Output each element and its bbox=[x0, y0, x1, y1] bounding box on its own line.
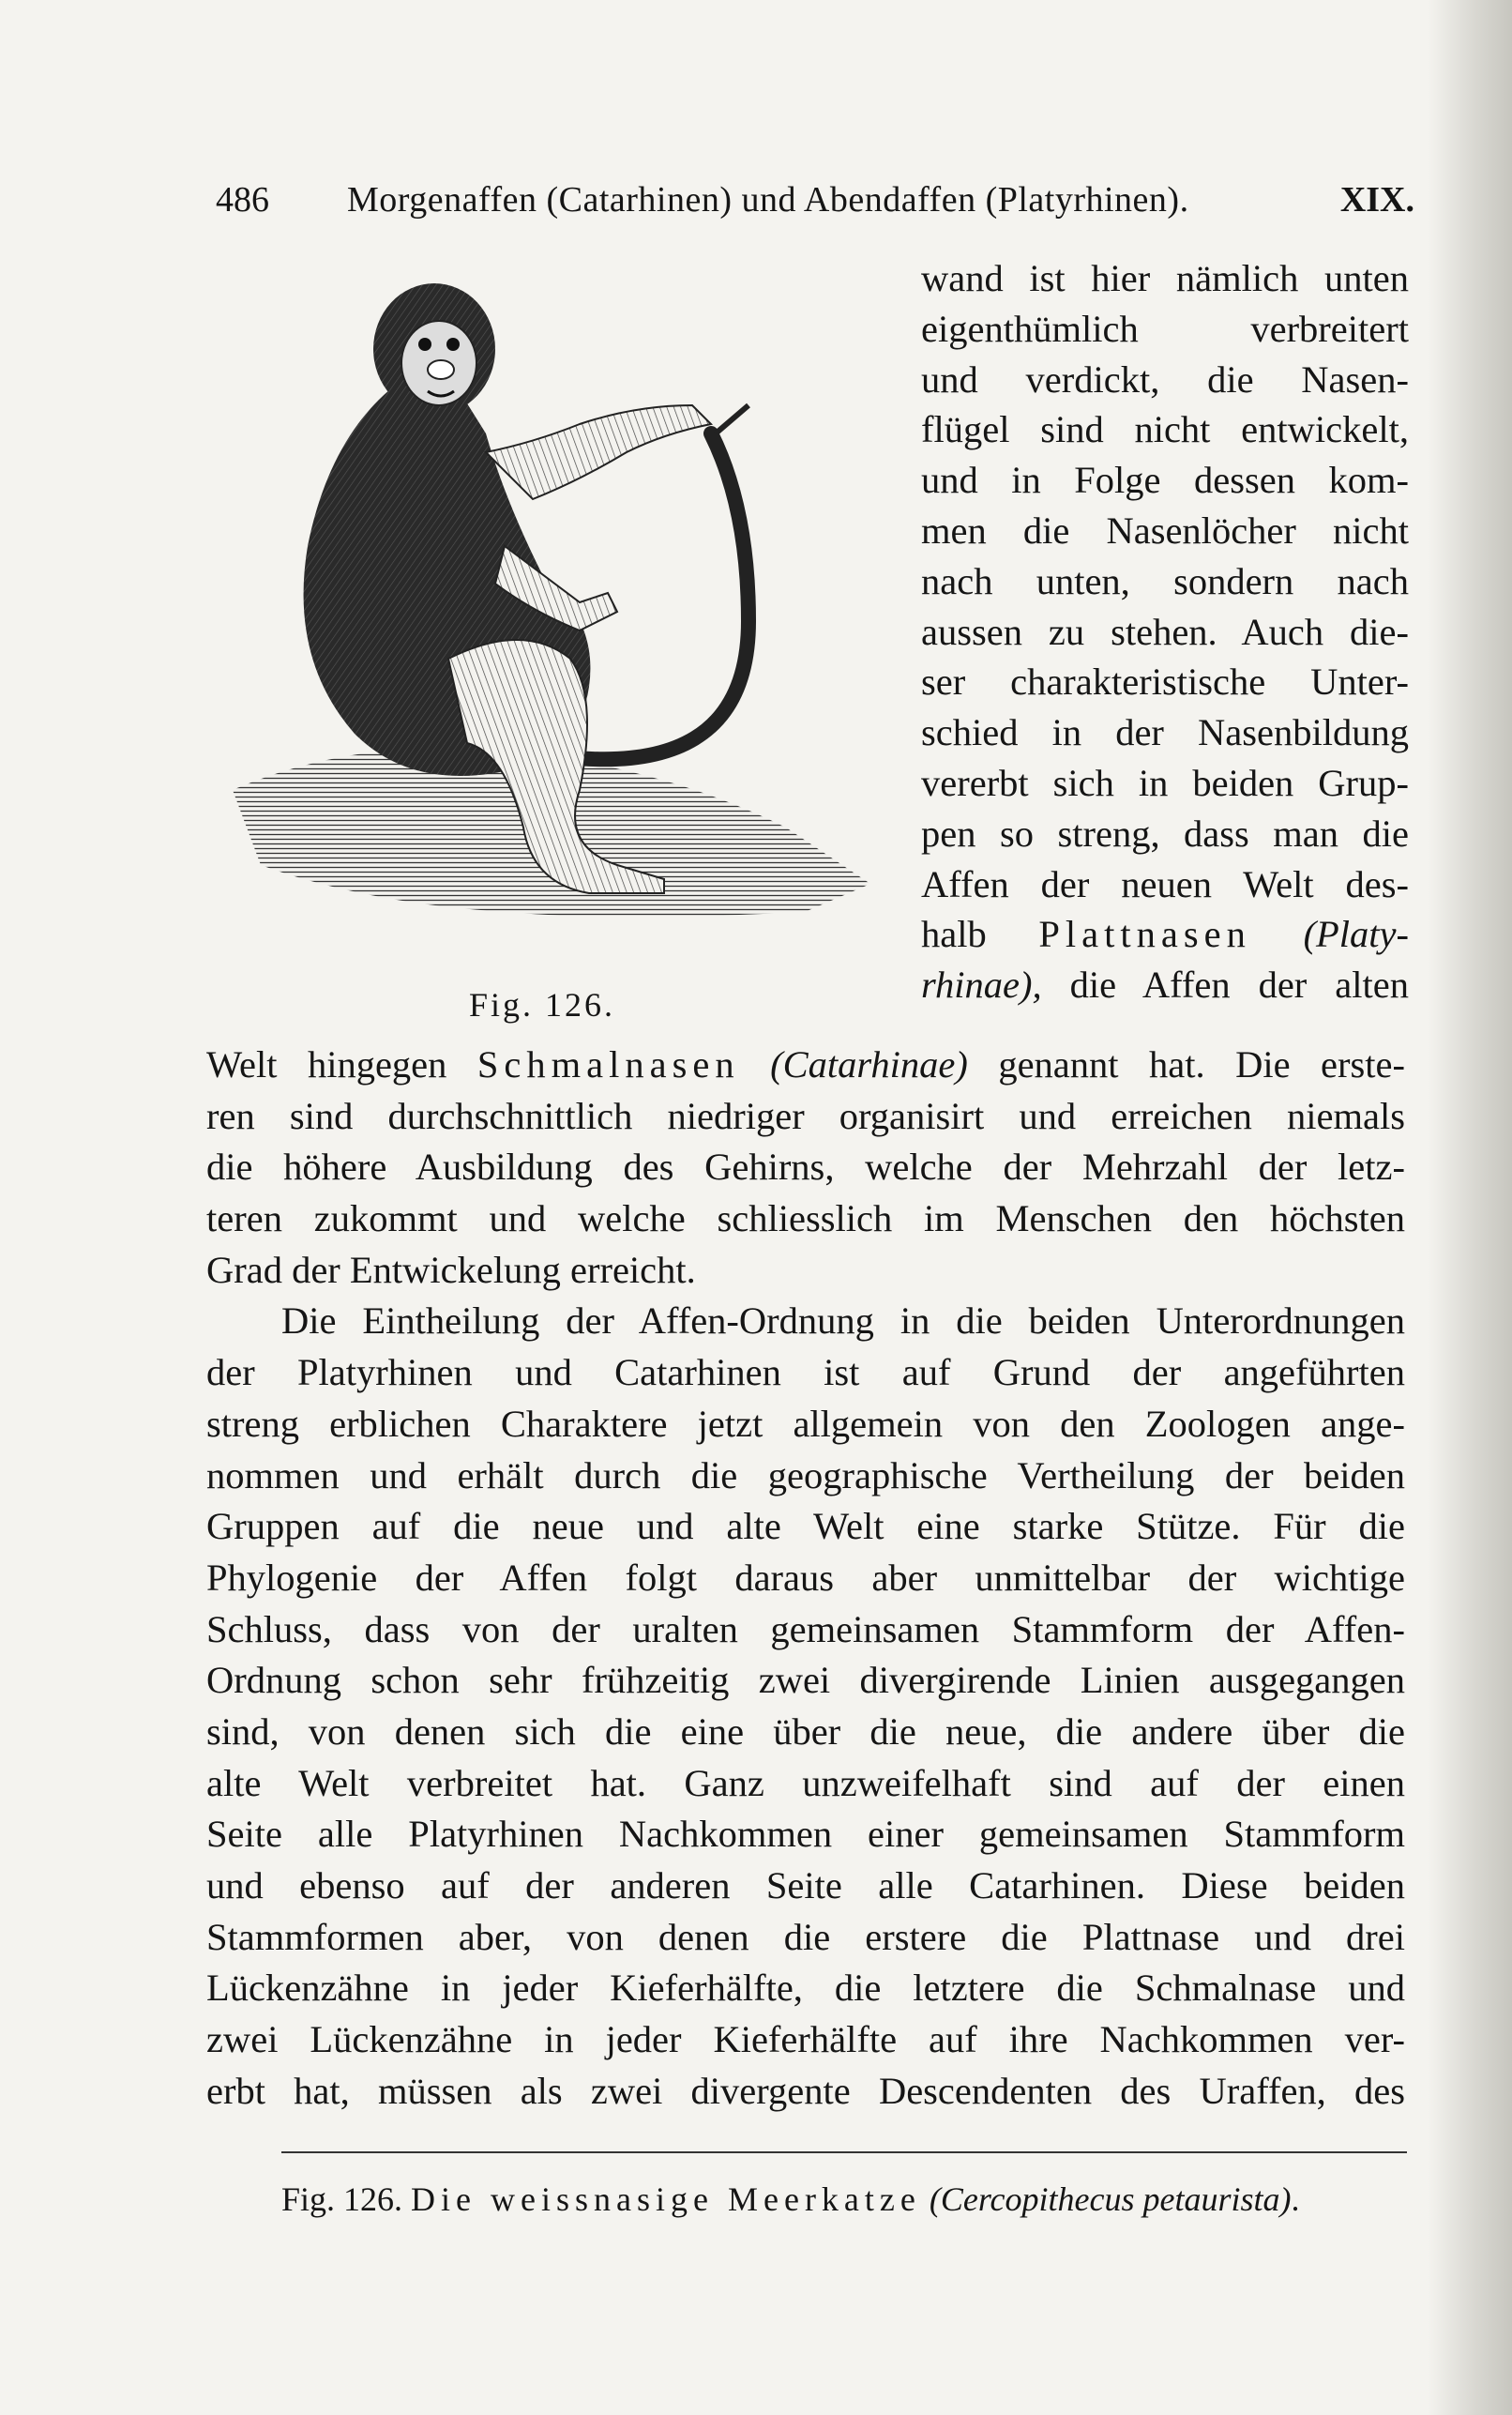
text-line: aussen zu stehen. Auch die- bbox=[921, 610, 1409, 653]
text-line: nommen und erhält durch die geographische Vertheilung der beiden bbox=[206, 1453, 1405, 1496]
text-line: erbt hat, müssen als zwei divergente Descendenten des Uraffen, des bbox=[206, 2069, 1405, 2112]
figure-label: Fig. 126. bbox=[469, 986, 616, 1024]
latin-term: (Platy- bbox=[1303, 913, 1410, 956]
text-line bbox=[921, 960, 1409, 1010]
spaced-term: Plattnasen bbox=[1038, 913, 1251, 956]
text-line: ren sind durchschnittlich niedriger organisirt und erreichen niemals bbox=[206, 1094, 1405, 1137]
text-line: teren zukommt und welche schliesslich im Menschen den höchsten bbox=[206, 1197, 1405, 1240]
text-line: eigenthümlich verbreitert bbox=[921, 307, 1409, 350]
text-line: nach unten, sondern nach bbox=[921, 559, 1409, 602]
text-line bbox=[921, 909, 1409, 960]
text-line: Stammformen aber, von denen die erstere die Plattnase und drei bbox=[206, 1915, 1405, 1958]
text-line: Seite alle Platyrhinen Nachkommen einer gemeinsamen Stammform bbox=[206, 1813, 1405, 1856]
figure-caption bbox=[281, 2177, 1416, 2222]
text-fragment: halb bbox=[921, 913, 987, 956]
text-line: vererbt sich in beiden Grup- bbox=[921, 761, 1409, 804]
footnote-rule bbox=[281, 2151, 1407, 2153]
text-fragment: die Affen der alten bbox=[1069, 964, 1409, 1007]
body-text bbox=[206, 1040, 1405, 2117]
text-line: und in Folge dessen kom- bbox=[921, 459, 1409, 502]
text-line bbox=[206, 1040, 1405, 1091]
text-line: zwei Lückenzähne in jeder Kieferhälfte auf ihre Nachkommen ver- bbox=[206, 2018, 1405, 2061]
text-line: streng erblichen Charaktere jetzt allgemein von den Zoologen ange- bbox=[206, 1402, 1405, 1445]
text-line: Phylogenie der Affen folgt daraus aber unmittelbar der wichtige bbox=[206, 1556, 1405, 1599]
text-line: Affen der neuen Welt des- bbox=[921, 862, 1409, 905]
caption-end: . bbox=[1291, 2180, 1300, 2218]
text-line: der Platyrhinen und Catarhinen ist auf Grund der angeführten bbox=[206, 1351, 1405, 1394]
caption-label: Fig. 126. bbox=[281, 2180, 403, 2218]
page-edge-shadow bbox=[1428, 0, 1512, 2415]
wrapped-text-block bbox=[921, 253, 1409, 1010]
text-fragment: genannt hat. Die erste- bbox=[998, 1043, 1405, 1086]
caption-title: Die weissnasige Meerkatze bbox=[411, 2180, 921, 2218]
text-line: wand ist hier nämlich unten bbox=[921, 257, 1409, 299]
text-line: die höhere Ausbildung des Gehirns, welche der Mehrzahl der letz- bbox=[206, 1146, 1405, 1189]
text-line: Grad der Entwickelung erreicht. bbox=[206, 1248, 696, 1291]
text-line: sind, von denen sich die eine über die neue, die andere über die bbox=[206, 1709, 1405, 1753]
text-line: flügel sind nicht entwickelt, bbox=[921, 408, 1409, 451]
caption-latin-name: (Cercopithecus petaurista) bbox=[929, 2180, 1292, 2218]
chapter-number: XIX. bbox=[1339, 180, 1414, 220]
text-line: alte Welt verbreitet hat. Ganz unzweifelhaft sind auf der einen bbox=[206, 1761, 1405, 1804]
text-line: und ebenso auf der anderen Seite alle Catarhinen. Diese beiden bbox=[206, 1864, 1405, 1906]
page-number: 486 bbox=[216, 180, 269, 220]
text-fragment: Welt hingegen bbox=[206, 1043, 447, 1086]
text-line: Gruppen auf die neue und alte Welt eine starke Stütze. Für die bbox=[206, 1505, 1405, 1548]
running-header bbox=[216, 176, 1414, 223]
text-line: men die Nasenlöcher nicht bbox=[921, 509, 1409, 552]
spaced-term: Schmalnasen bbox=[476, 1043, 740, 1086]
latin-term: (Catarhinae) bbox=[770, 1043, 968, 1086]
text-line: Lückenzähne in jeder Kieferhälfte, die letztere die Schmalnase und bbox=[206, 1967, 1405, 2010]
text-line: schied in der Nasenbildung bbox=[921, 711, 1409, 754]
text-line: ser charakteristische Unter- bbox=[921, 661, 1409, 704]
text-line: und verdickt, die Nasen- bbox=[921, 357, 1409, 401]
monkey-engraving bbox=[223, 265, 880, 987]
text-line: pen so streng, dass man die bbox=[921, 812, 1409, 855]
latin-term: rhinae), bbox=[921, 964, 1042, 1007]
text-line: Ordnung schon sehr frühzeitig zwei divergirende Linien ausgegangen bbox=[206, 1659, 1405, 1702]
text-line: Schluss, dass von der uralten gemeinsamen Stammform der Affen- bbox=[206, 1607, 1405, 1650]
running-title: Morgenaffen (Catarhinen) und Abendaffen (Platyrhinen). bbox=[347, 180, 1189, 220]
text-line: Die Eintheilung der Affen-Ordnung in die beiden Unterordnungen bbox=[281, 1299, 1405, 1343]
